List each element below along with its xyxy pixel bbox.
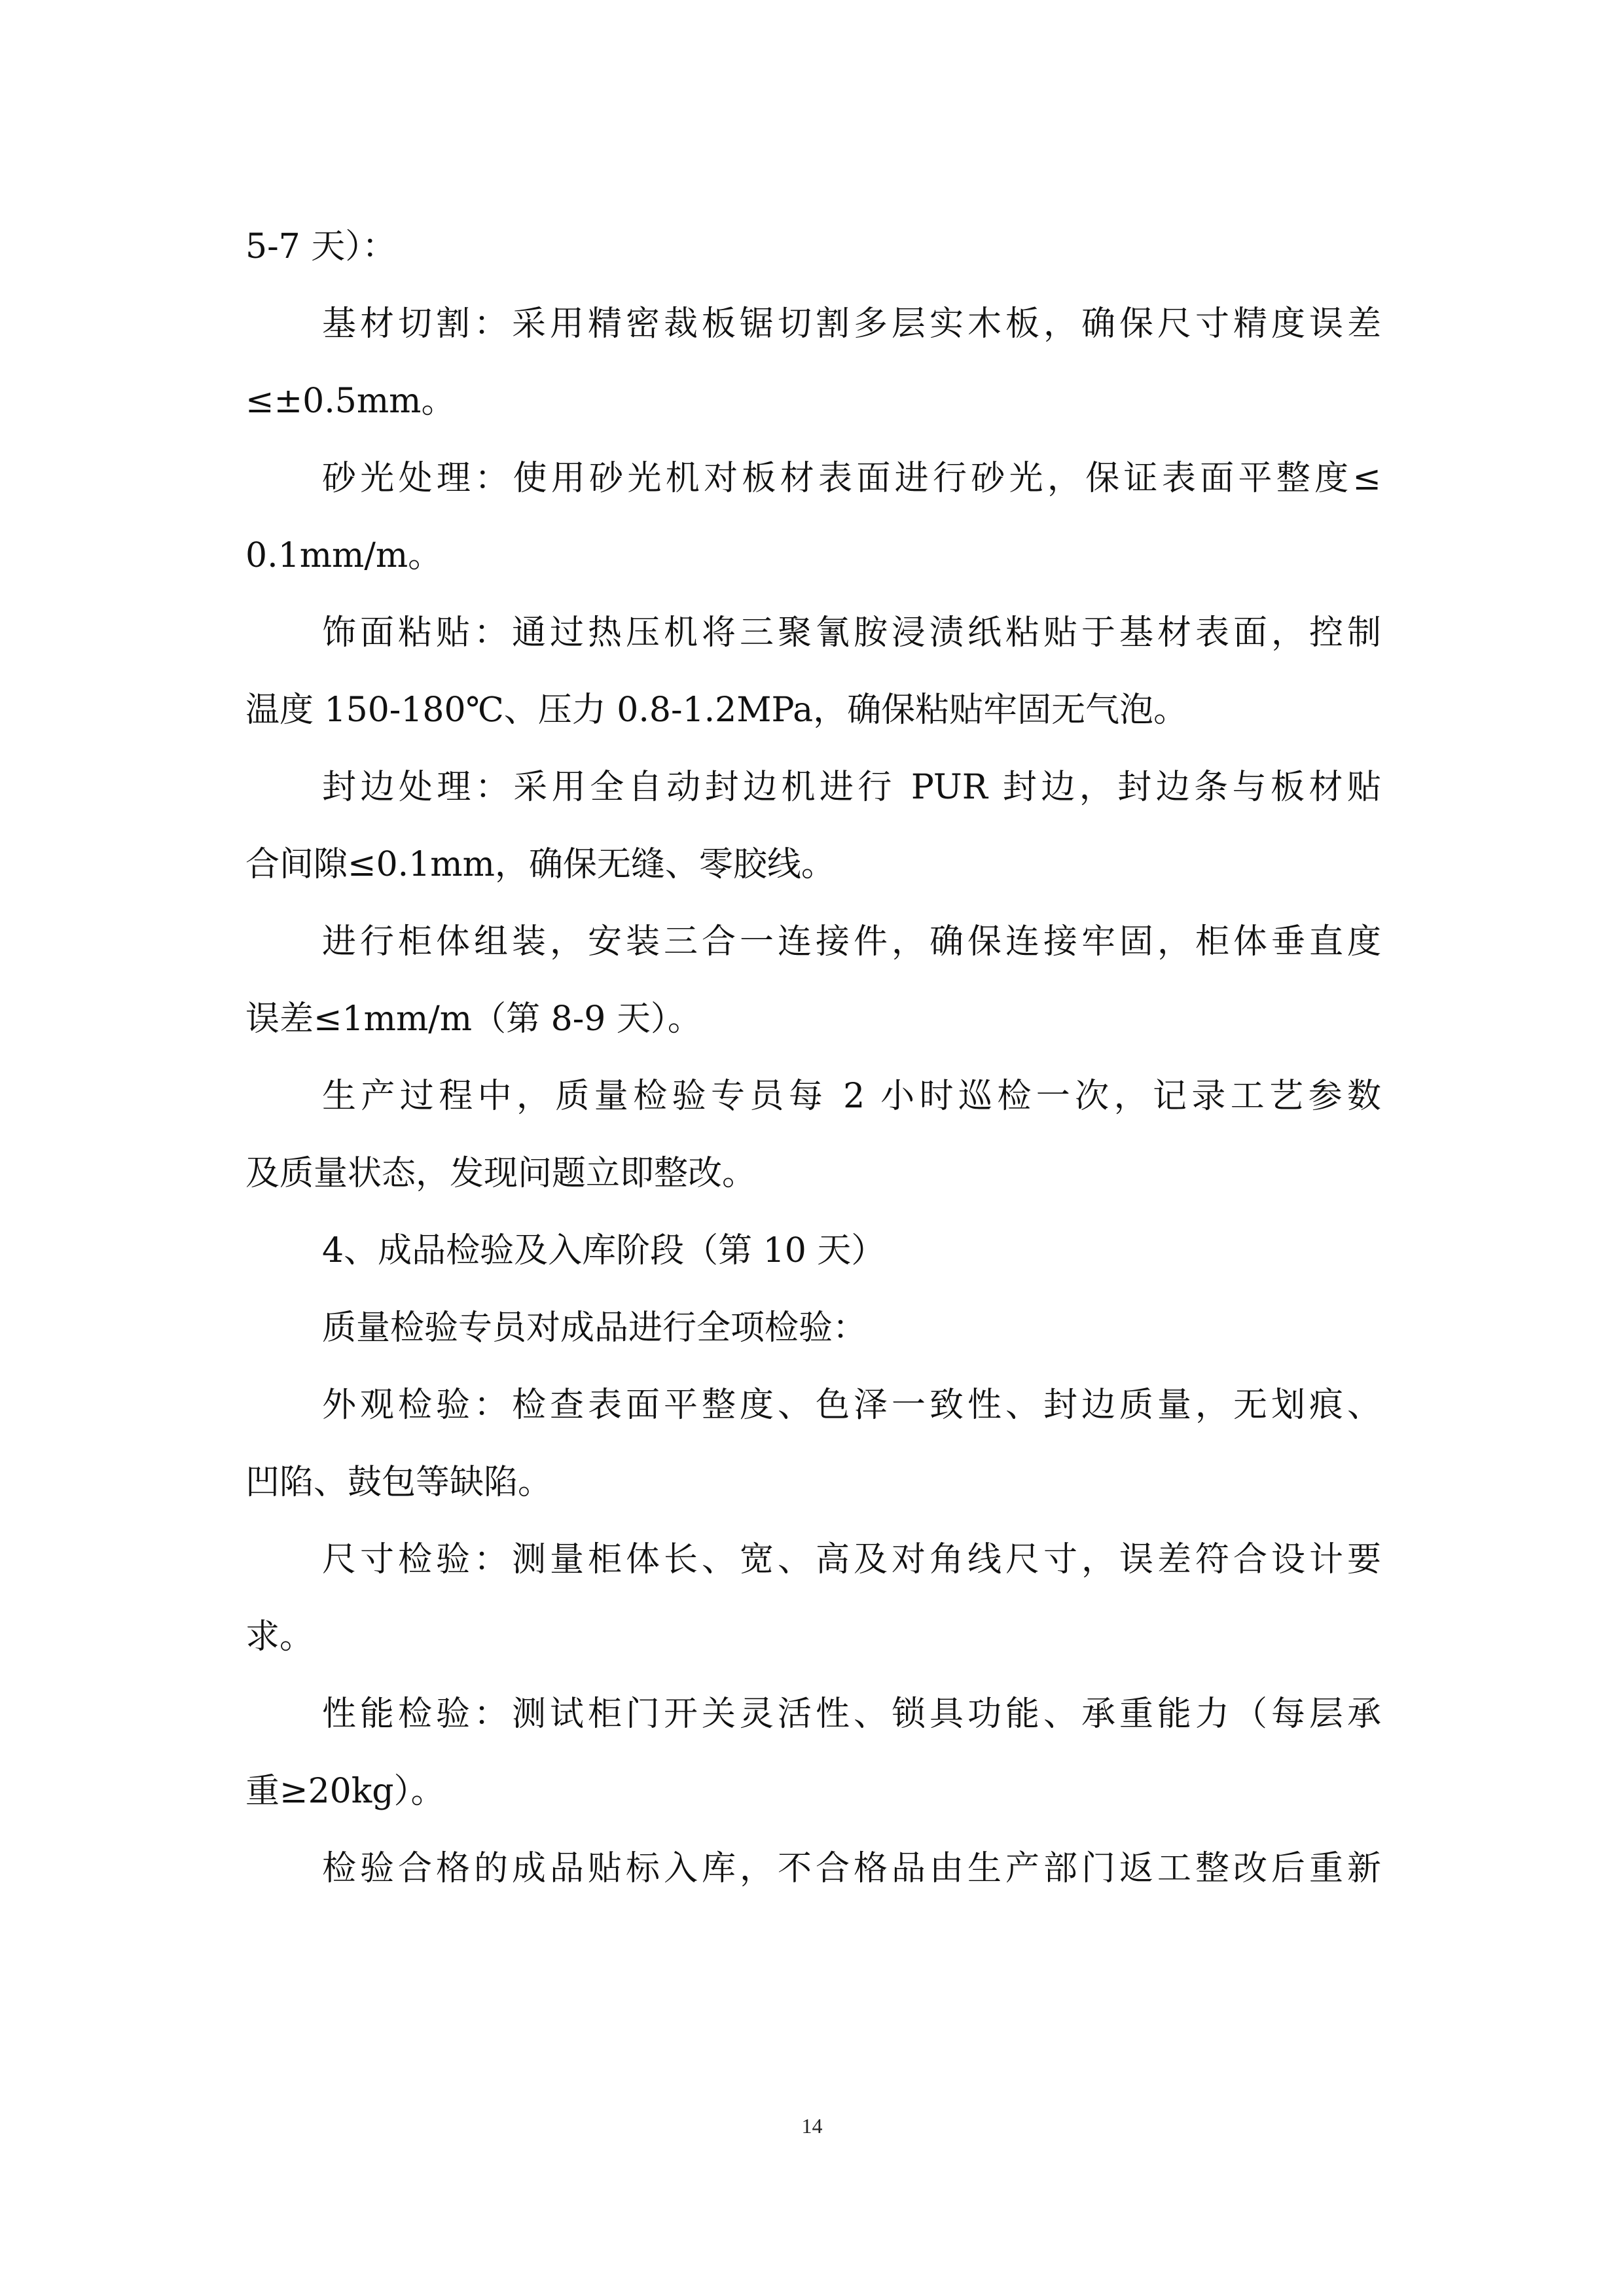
text-line-13: 及质量状态，发现问题立即整改。 — [245, 1154, 757, 1193]
text-line-12: 生产过程中，质量检验专员每 2 小时巡检一次，记录工艺参数 — [322, 1077, 1381, 1116]
text-line-18: 尺寸检验：测量柜体长、宽、高及对角线尺寸，误差符合设计要 — [322, 1540, 1381, 1579]
page-number: 14 — [801, 2114, 823, 2138]
text-line-8: 封边处理：采用全自动封边机进行 PUR 封边，封边条与板材贴 — [322, 768, 1381, 807]
text-line-4: 砂光处理：使用砂光机对板材表面进行砂光，保证表面平整度≤ — [322, 459, 1381, 498]
text-line-2: 基材切割：采用精密裁板锯切割多层实木板，确保尺寸精度误差 — [322, 304, 1381, 344]
text-line-6: 饰面粘贴：通过热压机将三聚氰胺浸渍纸粘贴于基材表面，控制 — [322, 613, 1381, 653]
document-body — [245, 208, 1381, 1907]
text-line-17: 凹陷、鼓包等缺陷。 — [245, 1463, 552, 1502]
text-line-15: 质量检验专员对成品进行全项检验： — [322, 1308, 867, 1348]
text-line-9: 合间隙≤0.1mm，确保无缝、零胶线。 — [245, 845, 835, 884]
text-line-16: 外观检验：检查表面平整度、色泽一致性、封边质量，无划痕、 — [322, 1386, 1381, 1425]
text-line-3: ≤±0.5mm。 — [245, 382, 456, 421]
text-line-11: 误差≤1mm/m（第 8-9 天）。 — [245, 999, 702, 1039]
text-line-5: 0.1mm/m。 — [245, 536, 442, 575]
text-line-7: 温度 150-180℃、压力 0.8-1.2MPa，确保粘贴牢固无气泡。 — [245, 691, 1188, 730]
text-line-22: 检验合格的成品贴标入库，不合格品由生产部门返工整改后重新 — [322, 1849, 1381, 1888]
text-line-20: 性能检验：测试柜门开关灵活性、锁具功能、承重能力（每层承 — [322, 1695, 1381, 1734]
section-heading: 4、成品检验及入库阶段（第 10 天） — [322, 1231, 886, 1270]
text-line-21: 重≥20kg）。 — [245, 1772, 445, 1811]
text-line-19: 求。 — [245, 1617, 314, 1657]
text-line-10: 进行柜体组装，安装三合一连接件，确保连接牢固，柜体垂直度 — [322, 922, 1381, 961]
text-line-1: 5-7 天）： — [245, 227, 397, 266]
